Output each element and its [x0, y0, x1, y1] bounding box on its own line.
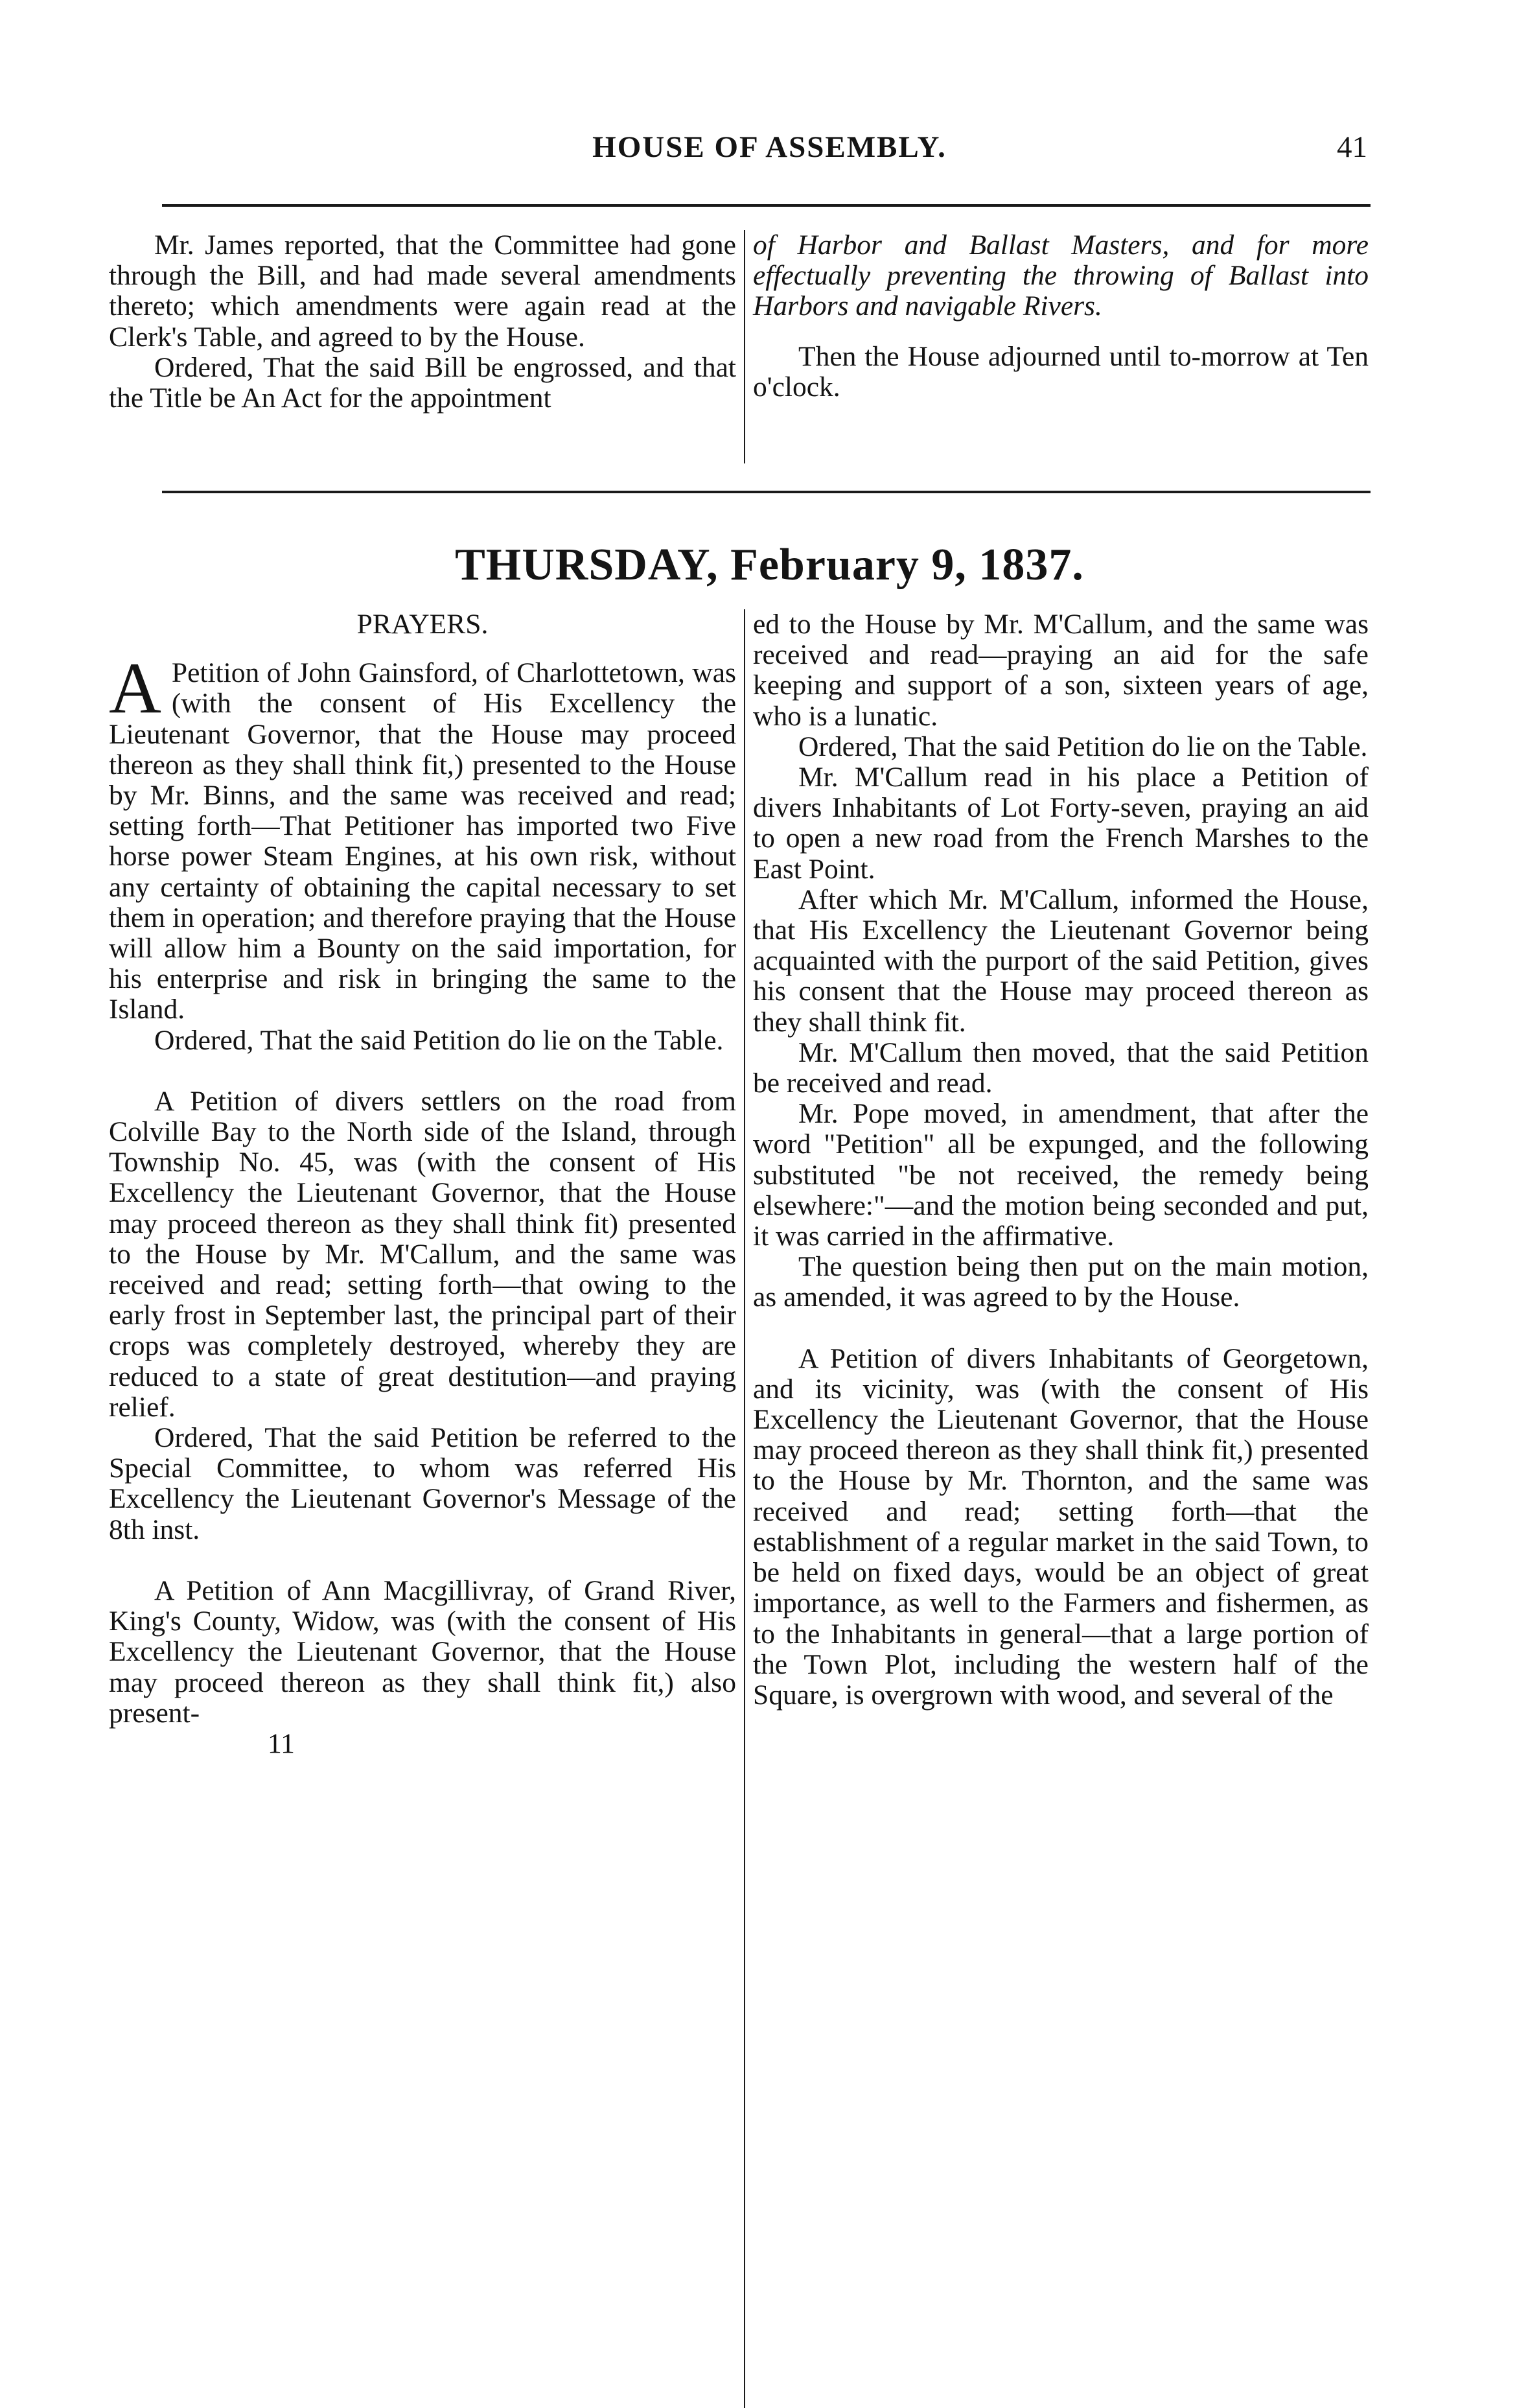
section-heading: THURSDAY, February 9, 1837.: [455, 540, 1084, 590]
top-column-divider: [744, 230, 745, 463]
paragraph: Mr. M'Callum read in his place a Petition of divers Inhabitants of Lot Forty-seven, praying an aid to open a new road from the French Marshes to the East Point.: [753, 762, 1369, 885]
paragraph: After which Mr. M'Callum, informed the House, that His Excellency the Lieutenant Governor being acquainted with the purport of the said Petition, gives his consent that the House may proceed thereon as they shall think fit.: [753, 883, 1369, 1038]
signature-mark: 11: [268, 1727, 295, 1759]
paragraph: Ordered, That the said Petition do lie on the Table.: [798, 731, 1368, 762]
section-rule: [162, 491, 1371, 493]
paragraph: Mr. James reported, that the Committee had gone through the Bill, and had made several amendments thereto; which amendments were again read at the Clerk's Table, and agreed to by the House.: [109, 229, 736, 353]
left-column: [109, 609, 736, 1759]
right-column: [753, 609, 1369, 1711]
page-number: 41: [1337, 130, 1367, 164]
header-rule: [162, 204, 1371, 207]
paragraph: A Petition of divers settlers on the road from Colville Bay to the North side of the Island, through Township No. 45, was (with the consent of His Excellency the Lieutenant Governor, that the House may proceed thereon as they shall think fit) presented to the House by Mr. M'Callum, and the same was received and read; setting forth—that owing to the early frost in September last, the principal part of their crops was completely destroyed, whereby they are reduced to a state of great destitution—and praying relief.: [109, 1085, 736, 1423]
paragraph: Ordered, That the said Petition be referred to the Special Committee, to whom was referred His Excellency the Lieutenant Governor's Message of the 8th inst.: [109, 1422, 736, 1545]
paragraph: Ordered, That the said Petition do lie on the Table.: [154, 1024, 724, 1056]
paragraph-text: Petition of John Gainsford, of Charlottetown, was (with the consent of His Excellency the Lieutenant Governor, that the House may proceed thereon as they shall think fit,) presented to the House by Mr. Binns, and the same was received and read; setting forth—That Petitioner has imported two Five horse power Steam Engines, at his own risk, without any certainty of obtaining the capital necessary to set them in operation; and therefore praying that the House will allow him a Bounty on the said importation, for his enterprise and risk in bringing the same to the Island.: [109, 657, 736, 1025]
paragraph: Mr. Pope moved, in amendment, that after the word "Petition" all be expunged, and the following substituted "be not received, the remedy being elsewhere:"—and the motion being seconded and put, it was carried in the affirmative.: [753, 1098, 1369, 1252]
paragraph: A Petition of Ann Macgillivray, of Grand River, King's County, Widow, was (with the consent of His Excellency the Lieutenant Governor, that the House may proceed thereon as they shall think fit,) also present-: [109, 1574, 736, 1729]
running-title: HOUSE OF ASSEMBLY.: [592, 130, 947, 164]
top-right-column: [753, 230, 1369, 403]
running-head: [0, 130, 1539, 175]
paragraph: of Harbor and Ballast Masters, and for more effectually preventing the throwing of Ballast into Harbors and navigable Rivers.: [753, 229, 1369, 322]
paragraph: Ordered, That the said Bill be engrossed, and that the Title be An Act for the appointment: [109, 351, 736, 414]
paragraph: A Petition of divers Inhabitants of Georgetown, and its vicinity, was (with the consent of His Excellency the Lieutenant Governor, that the House may proceed thereon as they shall think fit,) presented to the House by Mr. Thornton, and the same was received and read; setting forth—that the establishment of a regular market in the said Town, to be held on fixed days, would be an object of great importance, as well to the Farmers and fishermen, as to the Inhabitants in general—that a large portion of the Town Plot, including the western half of the Square, is overgrown with wood, and several of the: [753, 1342, 1369, 1711]
top-left-column: [109, 230, 736, 414]
prayers-heading: PRAYERS.: [356, 609, 489, 640]
paragraph: ed to the House by Mr. M'Callum, and the same was received and read—praying an aid for the safe keeping and support of a son, sixteen years of age, who is a lunatic.: [753, 609, 1369, 732]
paragraph: Mr. M'Callum then moved, that the said Petition be received and read.: [753, 1036, 1369, 1099]
drop-cap: A: [109, 648, 161, 729]
paragraph: [109, 648, 736, 1025]
paragraph: Then the House adjourned until to-morrow at Ten o'clock.: [753, 340, 1369, 403]
column-divider: [744, 609, 745, 2408]
paragraph: The question being then put on the main motion, as amended, it was agreed to by the House.: [753, 1251, 1369, 1313]
